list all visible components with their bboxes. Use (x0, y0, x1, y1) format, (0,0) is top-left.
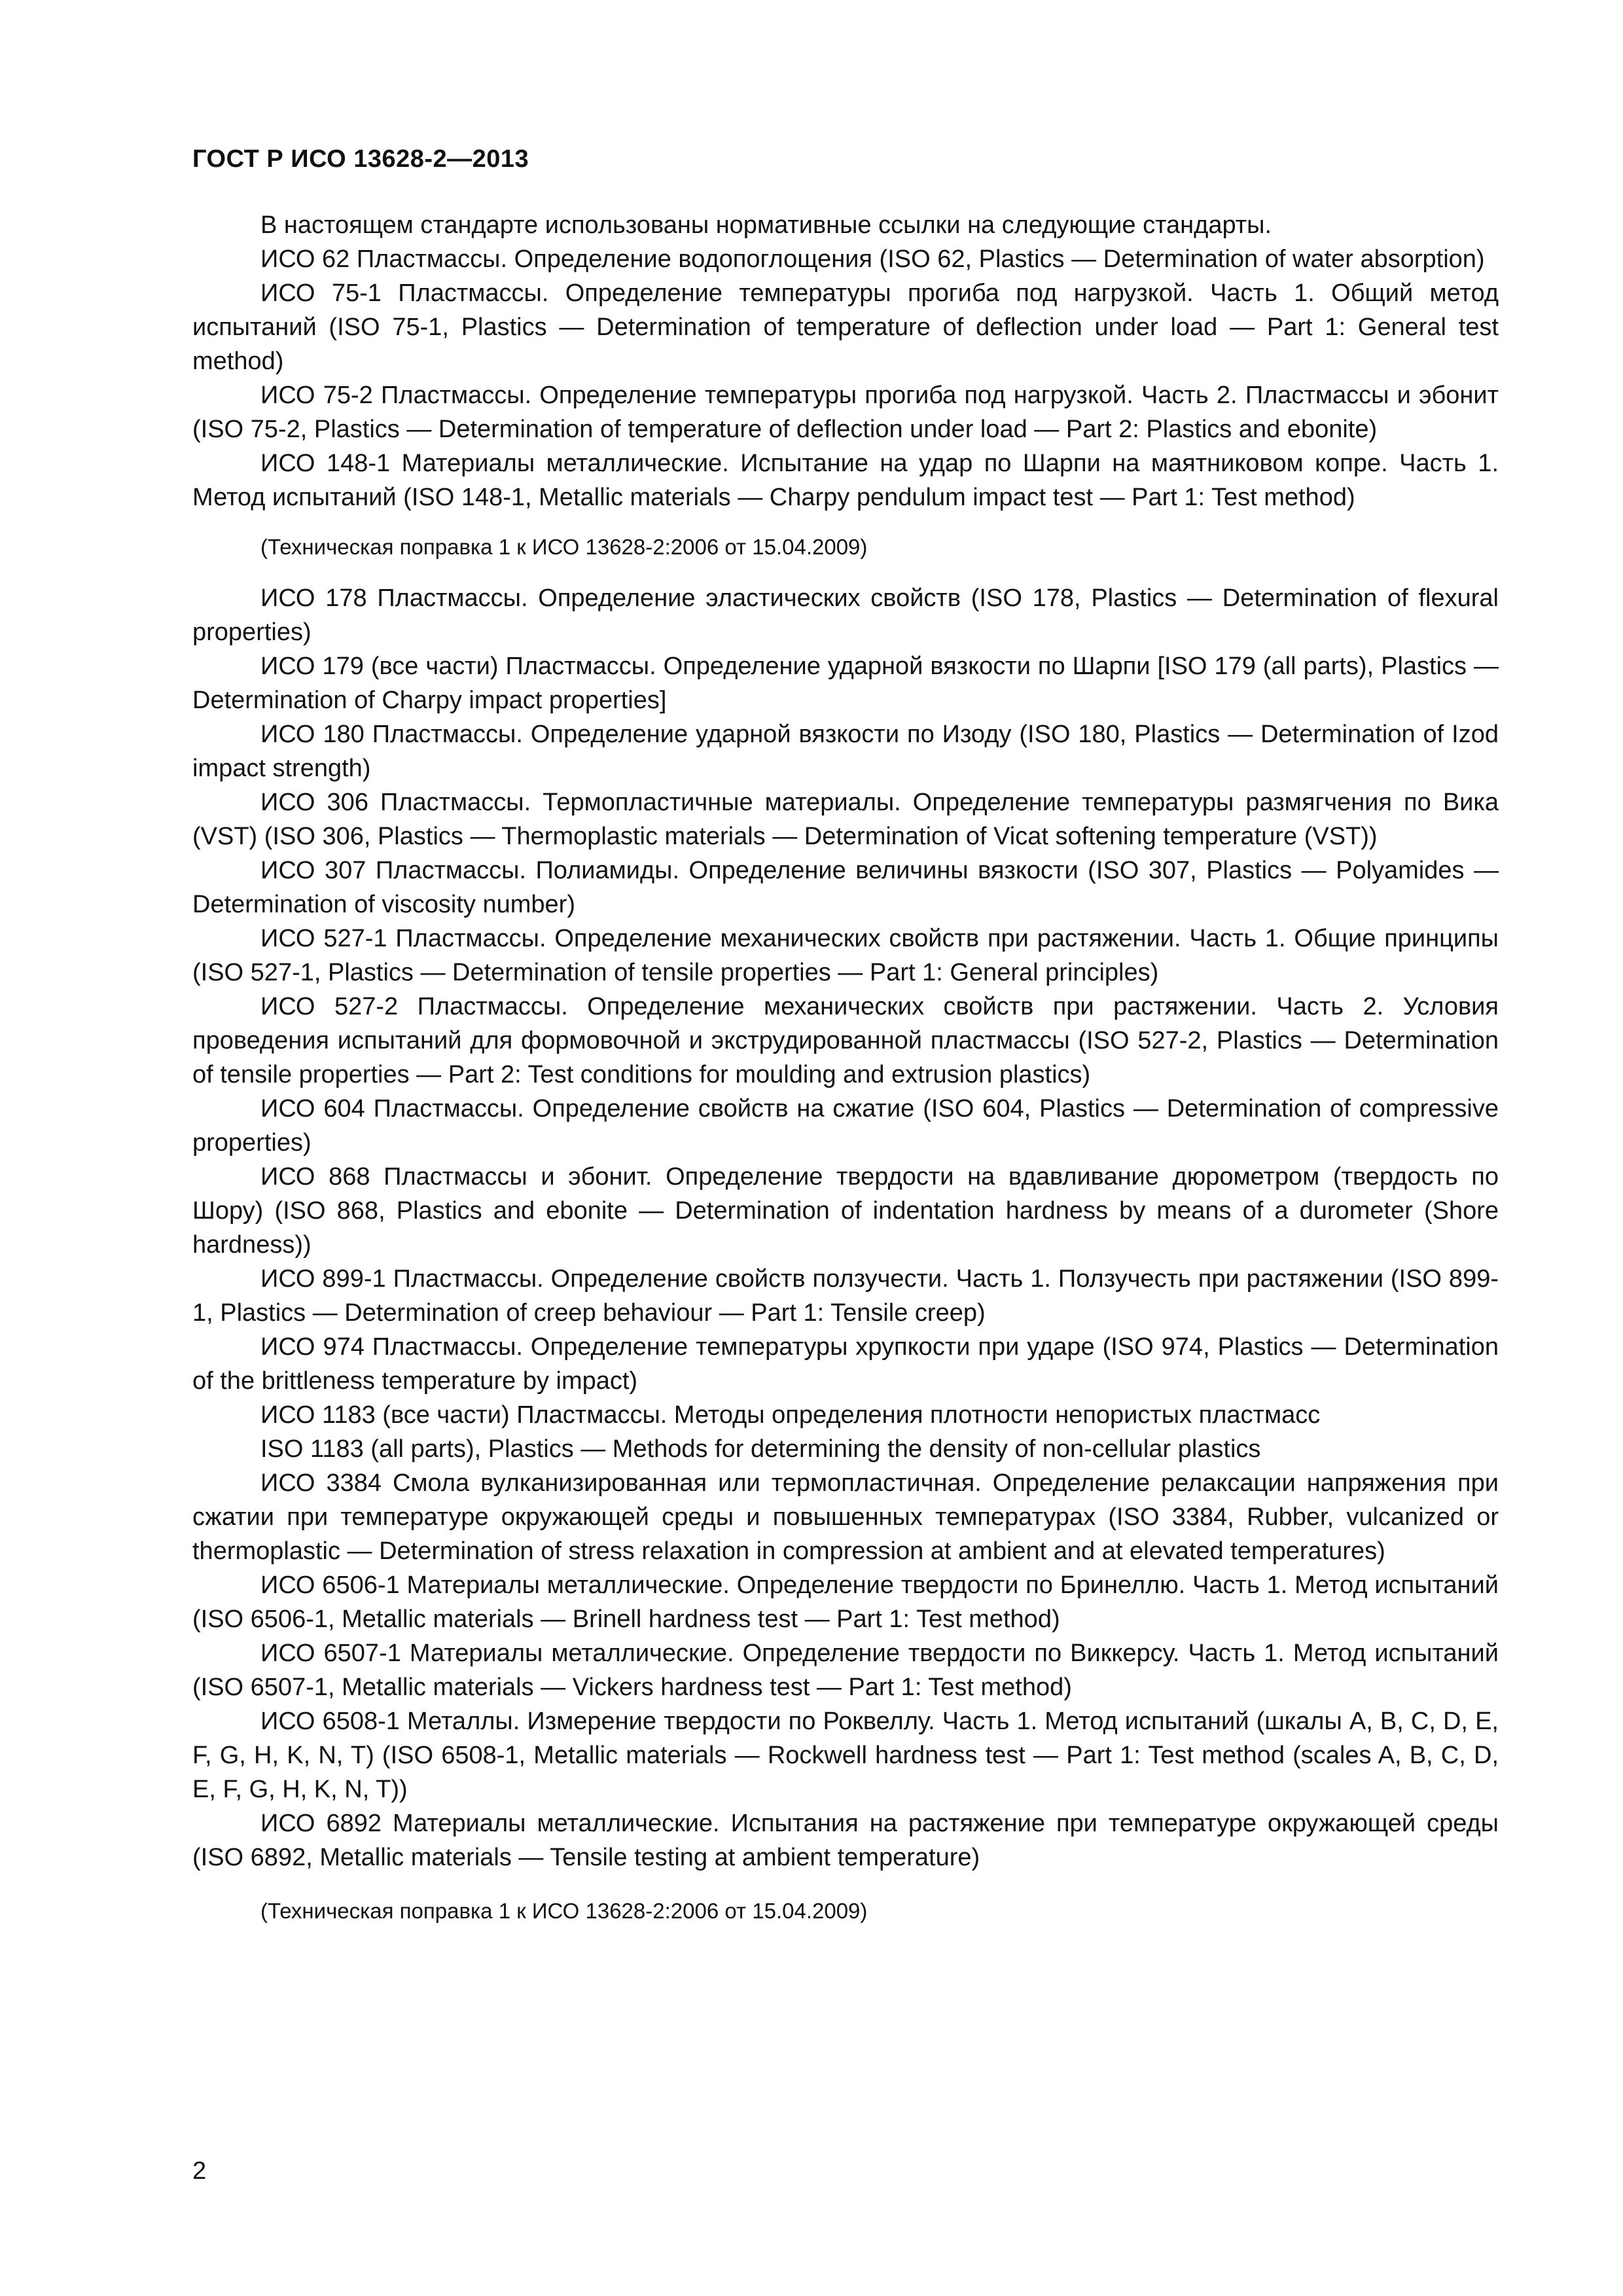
reference-item: ISO 1183 (all parts), Plastics — Methods for determining the density of non-cellular plastics (260, 1435, 1261, 1463)
reference-item: ИСО 75-2 Пластмассы. Определение температуры прогиба под нагрузкой. Часть 2. Пластмассы и эбонит (ISO 75-2, Plastics — Determination of temperature of deflection under load — Part 2: Plastics and ebonite) (192, 382, 1499, 443)
reference-item: ИСО 6508-1 Металлы. Измерение твердости по Роквеллу. Часть 1. Метод испытаний (шкалы A, B, C, D, E, F, G, H, K, N, T) (ISO 6508-1, Metallic materials — Rockwell hardness test — Part 1: Test method (scales A, B, C, D, E, F, G, H, K, N, T)) (192, 1708, 1499, 1803)
reference-item: ИСО 1183 (все части) Пластмассы. Методы определения плотности непористых пластмасс (260, 1401, 1321, 1429)
normative-references-section (192, 208, 1499, 1945)
page-number: 2 (192, 2157, 207, 2185)
reference-item: ИСО 6506-1 Материалы металлические. Определение твердости по Бринеллю. Часть 1. Метод испытаний (ISO 6506-1, Metallic materials — Brinell hardness test — Part 1: Test method) (192, 1571, 1499, 1633)
reference-item: ИСО 6892 Материалы металлические. Испытания на растяжение при температуре окружающей среды (ISO 6892, Metallic materials — Tensile testing at ambient temperature) (192, 1810, 1499, 1871)
reference-item: ИСО 527-1 Пластмассы. Определение механических свойств при растяжении. Часть 1. Общие принципы (ISO 527-1, Plastics — Determination of tensile properties — Part 1: General principles) (192, 925, 1499, 986)
reference-item: ИСО 527-2 Пластмассы. Определение механических свойств при растяжении. Часть 2. Условия проведения испытаний для формовочной и экструдированной пластмассы (ISO 527-2, Plastics — Determination of tensile properties — Part 2: Test conditions for moulding and extrusion plastics) (192, 993, 1499, 1088)
reference-item: ИСО 974 Пластмассы. Определение температуры хрупкости при ударе (ISO 974, Plastics — Determination of the brittleness temperature by impact) (192, 1333, 1499, 1395)
reference-item: ИСО 178 Пластмассы. Определение эластических свойств (ISO 178, Plastics — Determination of flexural properties) (192, 584, 1499, 646)
amendment-note: (Техническая поправка 1 к ИСО 13628-2:2006 от 15.04.2009) (260, 535, 868, 559)
reference-item: ИСО 6507-1 Материалы металлические. Определение твердости по Виккерсу. Часть 1. Метод испытаний (ISO 6507-1, Metallic materials — Vickers hardness test — Part 1: Test method) (192, 1640, 1499, 1701)
reference-item: ИСО 75-1 Пластмассы. Определение температуры прогиба под нагрузкой. Часть 1. Общий метод испытаний (ISO 75-1, Plastics — Determination of temperature of deflection under load — Part 1: General test method) (192, 279, 1499, 375)
reference-item: ИСО 3384 Смола вулканизированная или термопластичная. Определение релаксации напряжения при сжатии при температуре окружающей среды и повышенных температурах (ISO 3384, Rubber, vulcanized or thermoplastic — Determination of stress relaxation in compression at ambient and at elevated temperatures) (192, 1469, 1499, 1565)
reference-item: ИСО 307 Пластмассы. Полиамиды. Определение величины вязкости (ISO 307, Plastics — Polyamides — Determination of viscosity number) (192, 857, 1499, 918)
reference-item: ИСО 604 Пластмассы. Определение свойств на сжатие (ISO 604, Plastics — Determination of compressive properties) (192, 1095, 1499, 1157)
intro-paragraph: В настоящем стандарте использованы нормативные ссылки на следующие стандарты. (260, 211, 1272, 239)
amendment-note: (Техническая поправка 1 к ИСО 13628-2:2006 от 15.04.2009) (260, 1899, 868, 1923)
reference-item: ИСО 180 Пластмассы. Определение ударной вязкости по Изоду (ISO 180, Plastics — Determination of Izod impact strength) (192, 721, 1499, 782)
reference-item: ИСО 179 (все части) Пластмассы. Определение ударной вязкости по Шарпи [ISO 179 (all parts), Plastics — Determination of Charpy impact properties] (192, 653, 1499, 714)
reference-item: ИСО 148-1 Материалы металлические. Испытание на удар по Шарпи на маятниковом копре. Часть 1. Метод испытаний (ISO 148-1, Metallic materials — Charpy pendulum impact test — Part 1: Test method) (192, 450, 1499, 511)
reference-item: ИСО 868 Пластмассы и эбонит. Определение твердости на вдавливание дюрометром (твердость по Шору) (ISO 868, Plastics and ebonite — Determination of indentation hardness by means of a durometer (Shore hardness)) (192, 1163, 1499, 1259)
document-header: ГОСТ Р ИСО 13628-2—2013 (192, 145, 529, 173)
reference-item: ИСО 306 Пластмассы. Термопластичные материалы. Определение температуры размягчения по Вика (VST) (ISO 306, Plastics — Thermoplastic materials — Determination of Vicat softening temperature (VST)) (192, 789, 1499, 850)
reference-item: ИСО 62 Пластмассы. Определение водопоглощения (ISO 62, Plastics — Determination of water absorption) (260, 245, 1485, 273)
reference-item: ИСО 899-1 Пластмассы. Определение свойств ползучести. Часть 1. Ползучесть при растяжении (ISO 899-1, Plastics — Determination of creep behaviour — Part 1: Tensile creep) (192, 1265, 1499, 1327)
